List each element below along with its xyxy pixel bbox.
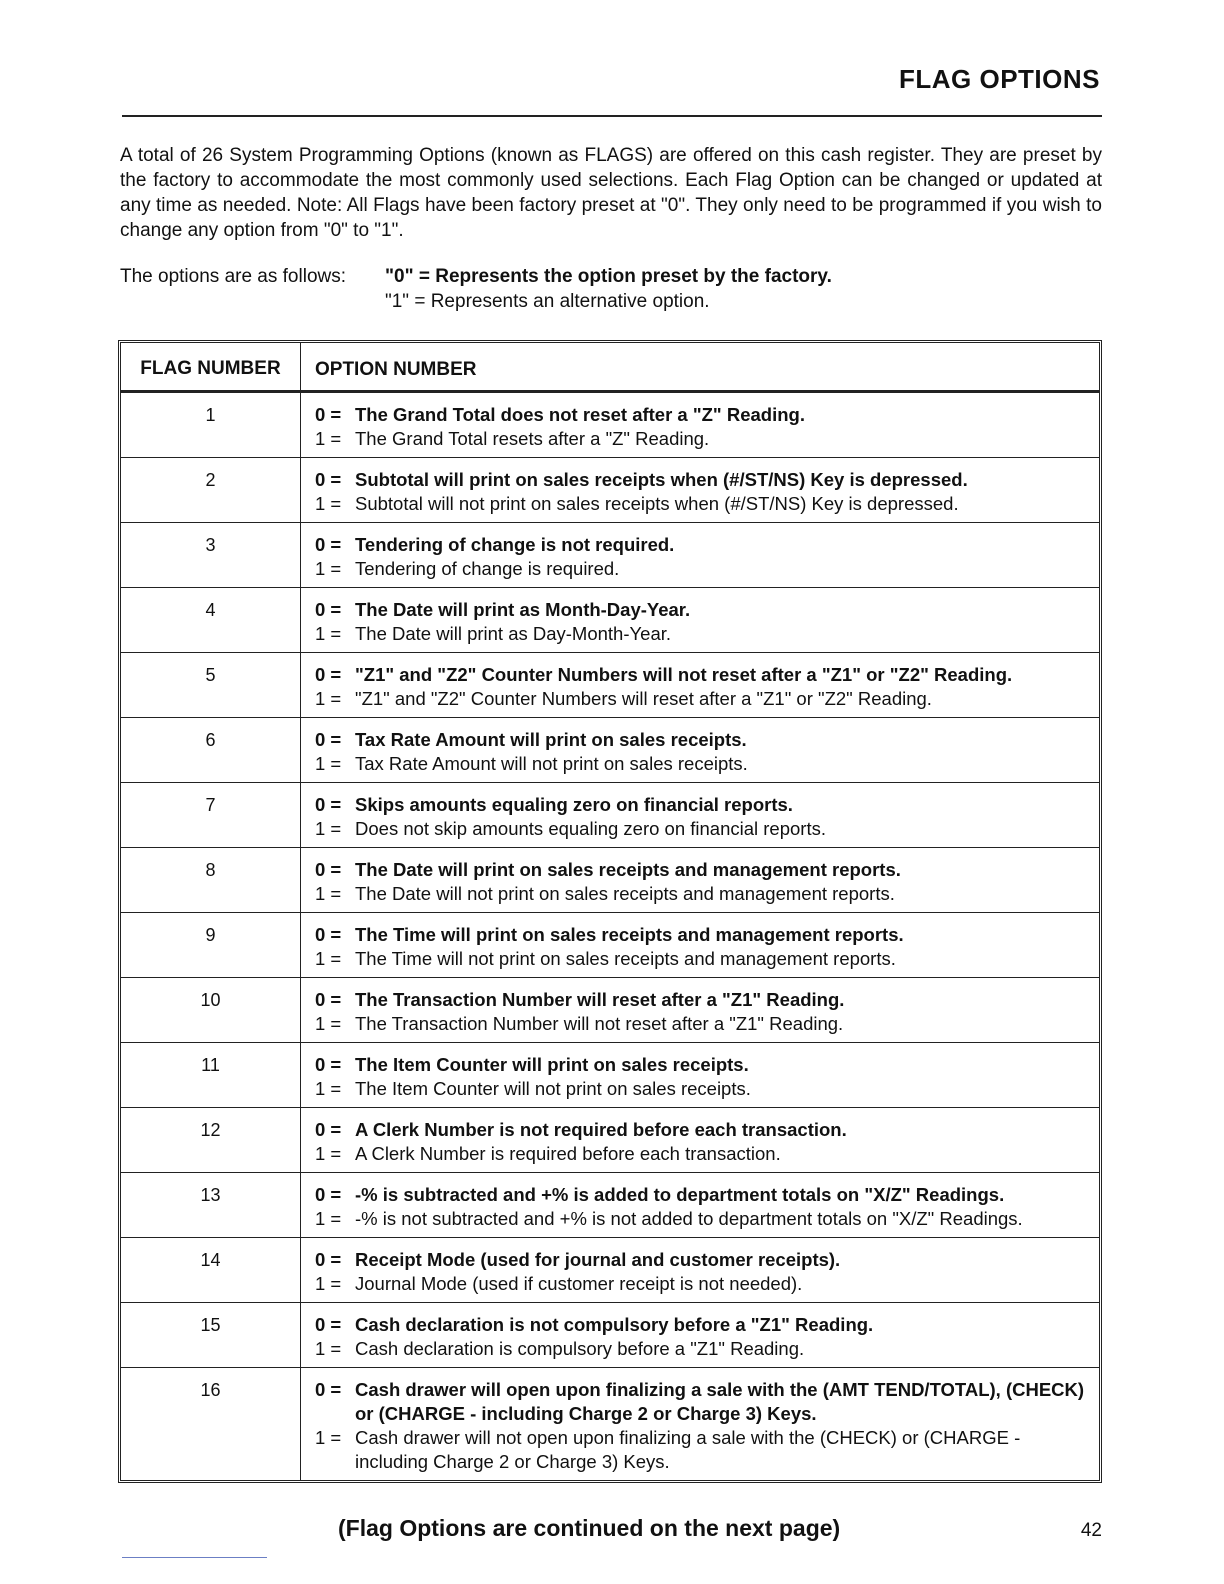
option-cell [301, 1043, 1099, 1107]
table-row [121, 912, 1099, 977]
option-0-line [315, 1053, 1087, 1077]
option-cell [301, 783, 1099, 847]
option-text: The Date will print as Day-Month-Year. [355, 623, 672, 644]
table-row [121, 977, 1099, 1042]
option-text: -% is not subtracted and +% is not added to department totals on "X/Z" Readings. [355, 1208, 1023, 1229]
option-text: "Z1" and "Z2" Counter Numbers will not reset after a "Z1" or "Z2" Reading. [355, 664, 1013, 685]
option-1-line [315, 427, 1087, 451]
option-key: 0 = [315, 924, 342, 945]
flag-number-cell: 4 [121, 588, 301, 652]
option-cell [301, 978, 1099, 1042]
option-cell [301, 1173, 1099, 1237]
option-text: Receipt Mode (used for journal and customer receipts). [355, 1249, 841, 1270]
table-row [121, 782, 1099, 847]
bottom-mark [122, 1557, 267, 1558]
flag-number-cell: 1 [121, 393, 301, 457]
option-text: The Grand Total does not reset after a "Z" Reading. [355, 404, 805, 425]
option-0-line [315, 1313, 1087, 1337]
option-1-line [315, 622, 1087, 646]
option-0-line [315, 1378, 1087, 1426]
option-0-line [315, 1248, 1087, 1272]
option-text: Tax Rate Amount will not print on sales receipts. [355, 753, 748, 774]
page-title: FLAG OPTIONS [899, 64, 1100, 94]
table-row [121, 1302, 1099, 1367]
option-text: Tax Rate Amount will print on sales receipts. [355, 729, 747, 750]
option-key: 0 = [315, 989, 342, 1010]
option-0-line [315, 663, 1087, 687]
table-row [121, 1237, 1099, 1302]
option-key: 1 = [315, 688, 342, 709]
option-text: A Clerk Number is required before each transaction. [355, 1143, 781, 1164]
table-row [121, 587, 1099, 652]
table-row [121, 522, 1099, 587]
option-0-line [315, 793, 1087, 817]
option-0-line [315, 403, 1087, 427]
option-1-line [315, 1012, 1087, 1036]
option-cell [301, 458, 1099, 522]
option-text: A Clerk Number is not required before each transaction. [355, 1119, 847, 1140]
flag-number-cell: 16 [121, 1368, 301, 1480]
table-row [121, 652, 1099, 717]
option-key: 1 = [315, 1208, 342, 1229]
option-1-line [315, 1142, 1087, 1166]
table-body [121, 392, 1099, 1480]
option-cell [301, 653, 1099, 717]
legend-option-0: "0" = Represents the option preset by the factory. [385, 266, 832, 287]
flag-options-table [118, 340, 1102, 1483]
option-key: 1 = [315, 1143, 342, 1164]
option-text: Subtotal will print on sales receipts when (#/ST/NS) Key is depressed. [355, 469, 968, 490]
option-1-line [315, 817, 1087, 841]
header-option-number: OPTION NUMBER [315, 359, 477, 380]
option-0-line [315, 858, 1087, 882]
title-rule [122, 115, 1102, 117]
option-cell [301, 1238, 1099, 1302]
option-key: 0 = [315, 1054, 342, 1075]
option-text: "Z1" and "Z2" Counter Numbers will reset after a "Z1" or "Z2" Reading. [355, 688, 932, 709]
table-row [121, 847, 1099, 912]
option-key: 1 = [315, 623, 342, 644]
flag-number-cell: 11 [121, 1043, 301, 1107]
option-text: Does not skip amounts equaling zero on financial reports. [355, 818, 826, 839]
option-key: 1 = [315, 1273, 342, 1294]
option-text: The Grand Total resets after a "Z" Reading. [355, 428, 710, 449]
option-text: The Time will not print on sales receipts and management reports. [355, 948, 896, 969]
option-key: 0 = [315, 794, 342, 815]
flag-number-cell: 8 [121, 848, 301, 912]
option-text: The Date will print on sales receipts and management reports. [355, 859, 901, 880]
option-key: 0 = [315, 1379, 342, 1400]
option-1-line [315, 1426, 1087, 1474]
legend-option-1: "1" = Represents an alternative option. [385, 291, 710, 312]
option-key: 1 = [315, 493, 342, 514]
table-row [121, 1367, 1099, 1480]
option-text: The Transaction Number will not reset after a "Z1" Reading. [355, 1013, 844, 1034]
option-1-line [315, 1077, 1087, 1101]
option-1-line [315, 687, 1087, 711]
option-cell [301, 718, 1099, 782]
option-key: 1 = [315, 1013, 342, 1034]
option-text: Cash declaration is not compulsory before a "Z1" Reading. [355, 1314, 874, 1335]
option-text: The Transaction Number will reset after a "Z1" Reading. [355, 989, 845, 1010]
option-text: Tendering of change is required. [355, 558, 620, 579]
option-key: 1 = [315, 948, 342, 969]
option-0-line [315, 468, 1087, 492]
option-0-line [315, 1183, 1087, 1207]
option-0-line [315, 533, 1087, 557]
option-cell [301, 913, 1099, 977]
flag-number-cell: 9 [121, 913, 301, 977]
option-text: Cash declaration is compulsory before a "Z1" Reading. [355, 1338, 805, 1359]
page-number: 42 [1080, 1520, 1102, 1541]
option-1-line [315, 1337, 1087, 1361]
flag-number-cell: 12 [121, 1108, 301, 1172]
option-key: 1 = [315, 558, 342, 579]
option-text: The Item Counter will print on sales receipts. [355, 1054, 749, 1075]
option-cell [301, 523, 1099, 587]
option-cell [301, 588, 1099, 652]
flag-number-cell: 14 [121, 1238, 301, 1302]
intro-paragraph: A total of 26 System Programming Options (known as FLAGS) are offered on this cash register. They are preset by the factory to accommodate the most commonly used selections. Each Flag Option can be changed or updated at any time as needed. Note: All Flags have been factory preset at "0". They only need to be programmed if you wish to change any option from "0" to "1". [120, 145, 1102, 241]
continued-note: (Flag Options are continued on the next page) [338, 1515, 841, 1541]
option-cell [301, 1368, 1099, 1480]
header-flag-number: FLAG NUMBER [121, 343, 301, 390]
option-key: 0 = [315, 534, 342, 555]
table-row [121, 392, 1099, 457]
flag-number-cell: 3 [121, 523, 301, 587]
table-row [121, 1042, 1099, 1107]
option-key: 0 = [315, 1314, 342, 1335]
option-cell [301, 393, 1099, 457]
option-key: 0 = [315, 404, 342, 425]
option-key: 1 = [315, 1338, 342, 1359]
option-cell [301, 1108, 1099, 1172]
table-row [121, 457, 1099, 522]
flag-number-cell: 10 [121, 978, 301, 1042]
option-1-line [315, 882, 1087, 906]
flag-number-cell: 7 [121, 783, 301, 847]
option-0-line [315, 923, 1087, 947]
option-text: Skips amounts equaling zero on financial reports. [355, 794, 793, 815]
option-text: Cash drawer will open upon finalizing a sale with the (AMT TEND/TOTAL), (CHECK) or (CHARGE - including Charge 2 or Charge 3) Keys. [355, 1379, 1085, 1424]
option-key: 1 = [315, 818, 342, 839]
option-0-line [315, 988, 1087, 1012]
option-key: 0 = [315, 729, 342, 750]
option-key: 0 = [315, 1184, 342, 1205]
option-key: 1 = [315, 1078, 342, 1099]
option-key: 1 = [315, 883, 342, 904]
table-row [121, 1172, 1099, 1237]
option-key: 1 = [315, 1427, 342, 1448]
option-key: 0 = [315, 599, 342, 620]
option-text: Subtotal will not print on sales receipts when (#/ST/NS) Key is depressed. [355, 493, 959, 514]
legend-lead: The options are as follows: [120, 266, 347, 287]
option-text: -% is subtracted and +% is added to department totals on "X/Z" Readings. [355, 1184, 1005, 1205]
option-1-line [315, 557, 1087, 581]
option-text: The Date will not print on sales receipts and management reports. [355, 883, 895, 904]
option-text: Tendering of change is not required. [355, 534, 675, 555]
option-1-line [315, 1207, 1087, 1231]
table-row [121, 717, 1099, 782]
option-key: 0 = [315, 1119, 342, 1140]
option-0-line [315, 728, 1087, 752]
option-key: 0 = [315, 1249, 342, 1270]
table-row [121, 1107, 1099, 1172]
option-key: 1 = [315, 753, 342, 774]
table-header-row [121, 343, 1099, 392]
option-cell [301, 848, 1099, 912]
option-cell [301, 1303, 1099, 1367]
option-text: Journal Mode (used if customer receipt is not needed). [355, 1273, 803, 1294]
flag-number-cell: 6 [121, 718, 301, 782]
option-0-line [315, 1118, 1087, 1142]
option-1-line [315, 752, 1087, 776]
option-1-line [315, 947, 1087, 971]
flag-number-cell: 2 [121, 458, 301, 522]
option-1-line [315, 492, 1087, 516]
option-key: 0 = [315, 664, 342, 685]
option-text: The Item Counter will not print on sales receipts. [355, 1078, 751, 1099]
option-0-line [315, 598, 1087, 622]
option-key: 1 = [315, 428, 342, 449]
option-1-line [315, 1272, 1087, 1296]
option-key: 0 = [315, 859, 342, 880]
flag-number-cell: 5 [121, 653, 301, 717]
flag-number-cell: 13 [121, 1173, 301, 1237]
option-key: 0 = [315, 469, 342, 490]
option-text: Cash drawer will not open upon finalizing a sale with the (CHECK) or (CHARGE - including Charge 2 or Charge 3) Keys. [355, 1427, 1021, 1472]
option-text: The Date will print as Month-Day-Year. [355, 599, 691, 620]
flag-number-cell: 15 [121, 1303, 301, 1367]
option-text: The Time will print on sales receipts and management reports. [355, 924, 904, 945]
